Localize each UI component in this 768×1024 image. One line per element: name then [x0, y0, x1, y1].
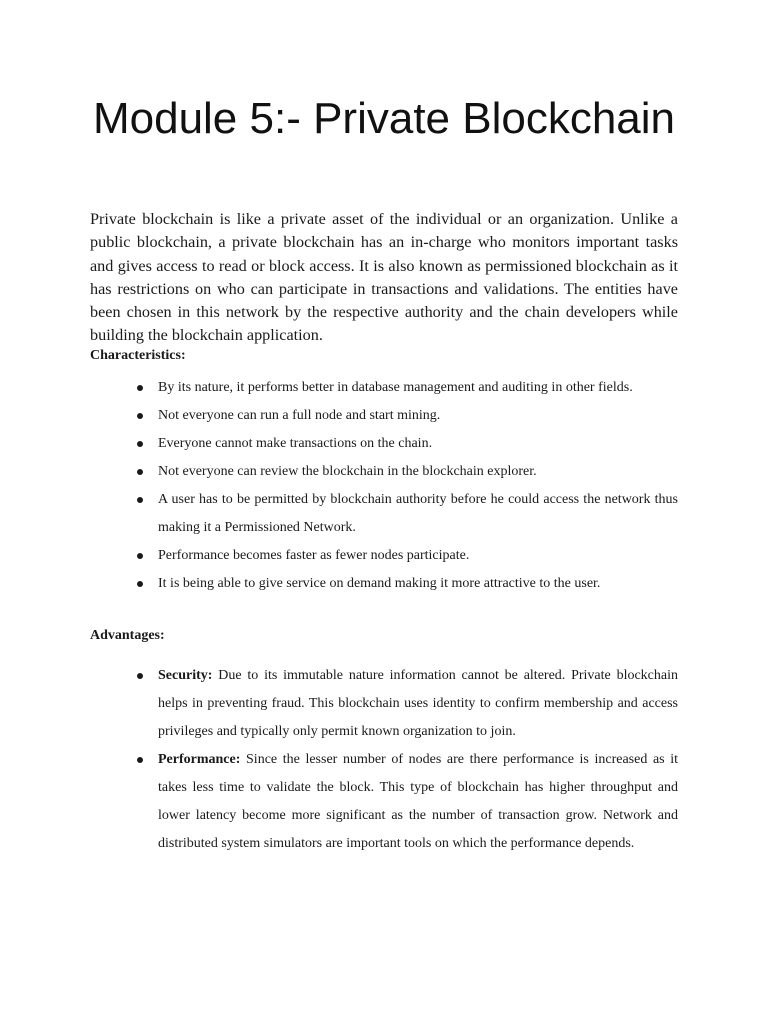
- advantage-text: Since the lesser number of nodes are there performance is increased as it takes less time to validate the block. This type of blockchain has higher throughput and lower latency become more significant as the number of transaction grow. Network and distributed system simulators are important tools on which the performance depends.: [158, 752, 678, 851]
- bullet-icon: [137, 497, 143, 503]
- list-item: [158, 374, 678, 402]
- list-item: [158, 402, 678, 430]
- list-item-text: Not everyone can review the blockchain in the blockchain explorer.: [158, 464, 537, 479]
- advantages-heading: Advantages:: [90, 628, 165, 643]
- bullet-icon: [137, 385, 143, 391]
- list-item: [158, 430, 678, 458]
- list-item: [158, 570, 678, 598]
- list-item: [158, 662, 678, 746]
- characteristics-heading: Characteristics:: [90, 348, 186, 363]
- list-item: [158, 746, 678, 858]
- advantage-label: Security:: [158, 668, 213, 683]
- list-item-text: Not everyone can run a full node and start mining.: [158, 408, 441, 423]
- characteristics-list: [158, 374, 678, 598]
- page-title: Module 5:- Private Blockchain: [92, 94, 676, 143]
- advantages-list: [158, 662, 678, 858]
- intro-paragraph: Private blockchain is like a private asset of the individual or an organization. Unlike a public blockchain, a private blockchain has an in-charge who monitors important tasks and gives access to read or block access. It is also known as permissioned blockchain as it has restrictions on who can participate in transactions and validations. The entities have been chosen in this network by the respective authority and the chain developers while building the blockchain application.: [90, 210, 678, 345]
- bullet-icon: [137, 441, 143, 447]
- list-item: [158, 486, 678, 542]
- list-item: [158, 542, 678, 570]
- list-item-text: Everyone cannot make transactions on the chain.: [158, 436, 433, 451]
- list-item: [158, 458, 678, 486]
- list-item-text: Performance becomes faster as fewer nodes participate.: [158, 548, 470, 563]
- bullet-icon: [137, 553, 143, 559]
- list-item-text: A user has to be permitted by blockchain authority before he could access the network thus making it a Permissioned Network.: [158, 492, 678, 535]
- list-item-text: It is being able to give service on demand making it more attractive to the user.: [158, 576, 601, 591]
- bullet-icon: [137, 413, 143, 419]
- bullet-icon: [137, 469, 143, 475]
- bullet-icon: [137, 757, 143, 763]
- bullet-icon: [137, 581, 143, 587]
- advantage-text: Due to its immutable nature information cannot be altered. Private blockchain helps in preventing fraud. This blockchain uses identity to confirm membership and access privileges and typically only permit known organization to join.: [158, 668, 678, 739]
- bullet-icon: [137, 673, 143, 679]
- advantage-label: Performance:: [158, 752, 241, 767]
- list-item-text: By its nature, it performs better in database management and auditing in other fields.: [158, 380, 633, 395]
